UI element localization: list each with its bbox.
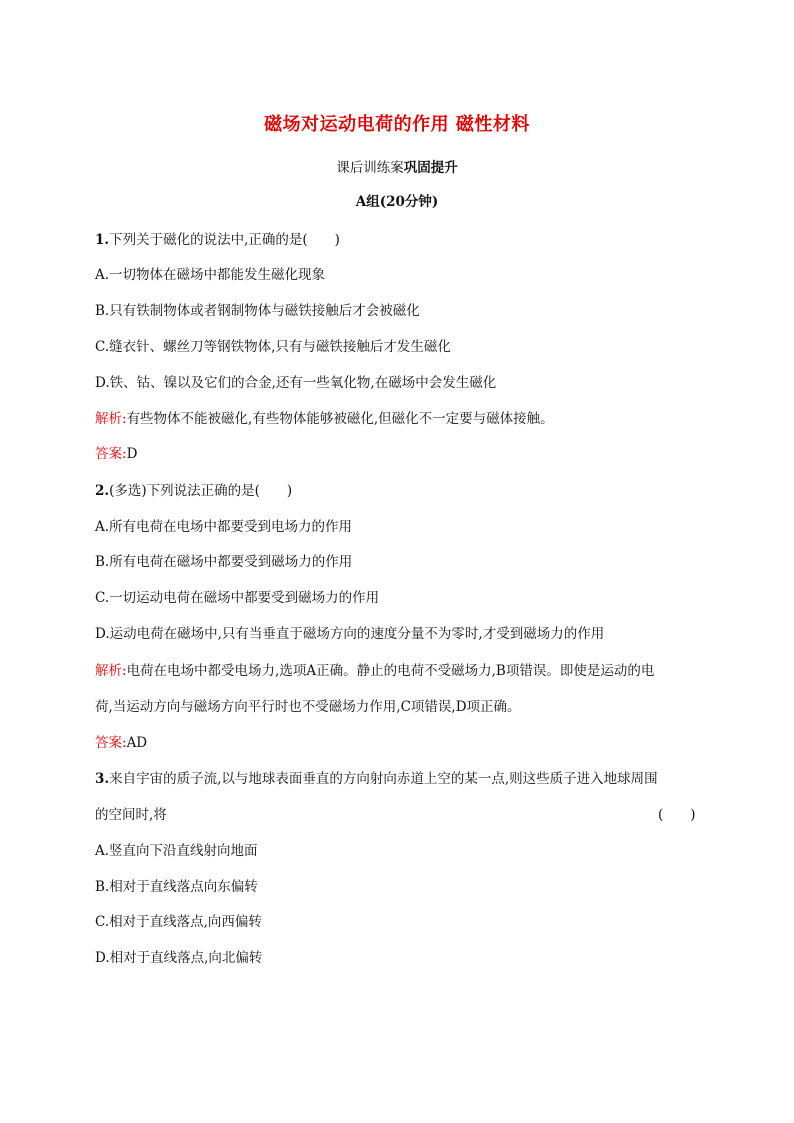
answer-label: 答案: — [95, 446, 127, 462]
subtitle-plain: 课后训练案 — [336, 160, 404, 176]
question-1-stem — [95, 228, 340, 248]
question-2-stem — [95, 479, 292, 499]
question-2-option-c: C.一切运动电荷在磁场中都要受到磁场力的作用 — [95, 590, 380, 606]
question-1-option-a: A.一切物体在磁场中都能发生磁化现象 — [95, 267, 326, 283]
question-1-text: 下列关于磁化的说法中,正确的是( ) — [109, 232, 340, 248]
document-subtitle — [0, 156, 794, 176]
question-3-option-b: B.相对于直线落点向东偏转 — [95, 879, 258, 895]
question-3-stem-line-2: 的空间时,将 — [95, 807, 167, 823]
subtitle-bold: 巩固提升 — [403, 160, 458, 176]
analysis-text: 有些物体不能被磁化,有些物体能够被磁化,但磁化不一定要与磁体接触。 — [126, 411, 554, 427]
question-1-option-d: D.铁、钴、镍以及它们的合金,还有一些氧化物,在磁场中会发生磁化 — [95, 375, 497, 391]
question-3-option-d: D.相对于直线落点,向北偏转 — [95, 950, 263, 966]
question-1-number: 1. — [95, 232, 110, 248]
answer-label: 答案: — [95, 735, 127, 751]
question-2-number: 2. — [95, 483, 110, 499]
question-2-text: (多选)下列说法正确的是( ) — [109, 483, 293, 499]
question-3-stem-line-1 — [95, 767, 658, 787]
question-1-analysis — [95, 407, 554, 427]
question-3-option-c: C.相对于直线落点,向西偏转 — [95, 914, 262, 930]
question-1-option-b: B.只有铁制物体或者钢制物体与磁铁接触后才会被磁化 — [95, 303, 420, 319]
question-2-option-a: A.所有电荷在电场中都要受到电场力的作用 — [95, 519, 353, 535]
analysis-text: 电荷在电场中都受电场力,选项A正确。静止的电荷不受磁场力,B项错误。即使是运动的电 — [126, 663, 655, 679]
question-2-option-d: D.运动电荷在磁场中,只有当垂直于磁场方向的速度分量不为零时,才受到磁场力的作用 — [95, 626, 605, 642]
question-2-option-b: B.所有电荷在磁场中都要受到磁场力的作用 — [95, 554, 353, 570]
question-1-option-c: C.缝衣针、螺丝刀等钢铁物体,只有与磁铁接触后才发生磁化 — [95, 339, 451, 355]
question-3-answer-blank: ( ) — [658, 807, 696, 823]
analysis-label: 解析: — [95, 411, 127, 427]
group-heading: A组(20分钟) — [355, 194, 439, 210]
document-title: 磁场对运动电荷的作用 磁性材料 — [264, 114, 530, 135]
question-3-option-a: A.竖直向下沿直线射向地面 — [95, 843, 258, 859]
answer-value: D — [126, 446, 138, 462]
question-3-number: 3. — [95, 771, 110, 787]
answer-value: AD — [126, 735, 148, 751]
question-1-answer — [95, 442, 137, 462]
question-2-analysis-line-1 — [95, 659, 654, 679]
question-2-answer — [95, 731, 147, 751]
question-2-analysis-line-2: 荷,当运动方向与磁场方向平行时也不受磁场力作用,C项错误,D项正确。 — [95, 699, 521, 715]
question-3-text: 来自宇宙的质子流,以与地球表面垂直的方向射向赤道上空的某一点,则这些质子进入地球周围 — [109, 771, 658, 787]
analysis-label: 解析: — [95, 663, 127, 679]
